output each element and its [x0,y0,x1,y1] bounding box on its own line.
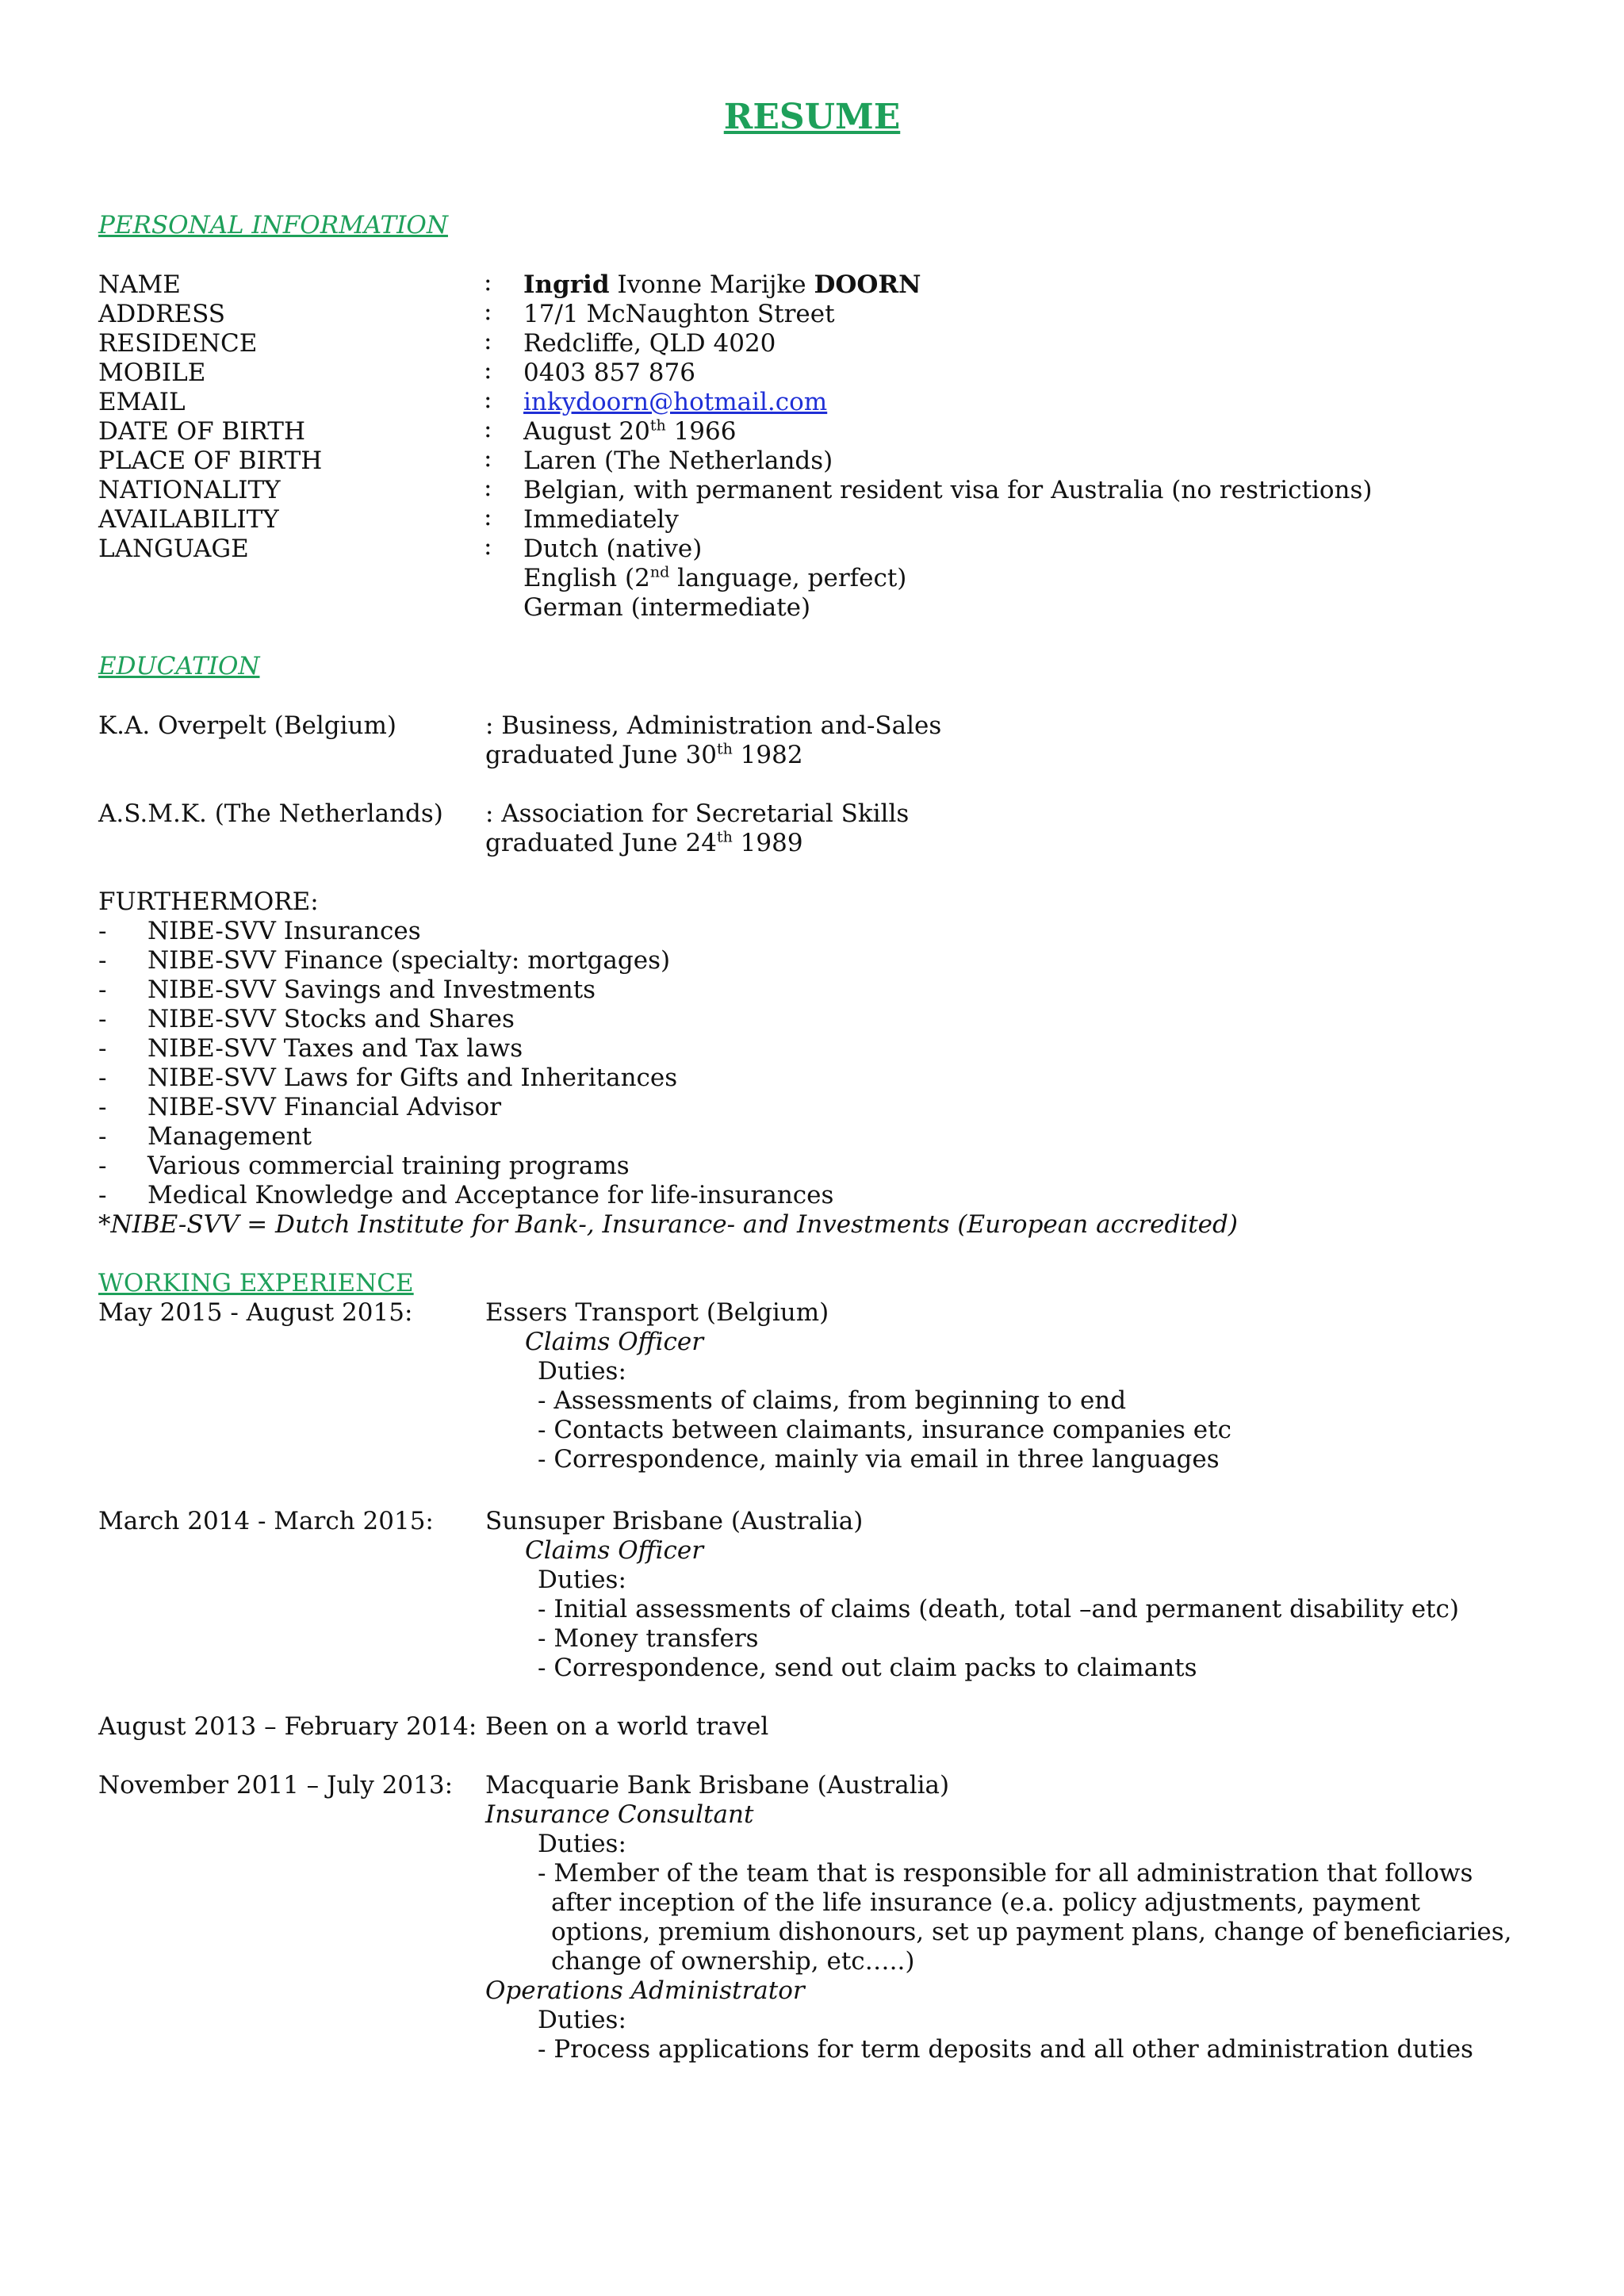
education-heading: EDUCATION [98,652,260,680]
duty-item-continued: options, premium dishonours, set up payment plans, change of beneficiaries, [551,1918,1512,1946]
value-nationality: Belgian, with permanent resident visa for Australia (no restrictions) [523,476,1373,504]
duty-item: - Correspondence, mainly via email in three languages [538,1445,1220,1474]
label-email: EMAIL [98,388,186,416]
colon: : [484,385,492,414]
edu-subject-2: : Association for Secretarial Skills [485,799,910,828]
course-item: Management [147,1122,312,1151]
lang2-sup: nd [649,563,670,581]
value-pob: Laren (The Netherlands) [523,447,833,475]
duty-item: - Assessments of claims, from beginning to end [538,1386,1127,1415]
course-item: Various commercial training programs [147,1152,630,1180]
bullet-dash: - [98,1034,107,1063]
colon: : [484,503,492,531]
colon: : [484,532,492,561]
bullet-dash: - [98,1064,107,1092]
edu-subject-1: : Business, Administration and-Sales [485,711,942,740]
resume-title: RESUME [723,97,901,137]
course-item: NIBE-SVV Savings and Investments [147,976,596,1004]
value-residence: Redcliffe, QLD 4020 [523,329,776,358]
job-period: November 2011 – July 2013: [98,1771,454,1800]
name-middle: Ivonne Marijke [609,270,814,299]
email-link[interactable]: inkydoorn@hotmail.com [523,388,828,416]
duty-item: - Contacts between claimants, insurance companies etc [538,1416,1231,1444]
grad1-pre: graduated June 30 [485,741,717,769]
personal-info-heading: PERSONAL INFORMATION [98,211,448,240]
dob-pre: August 20 [523,417,650,446]
colon: : [484,356,492,385]
lang2-post: language, perfect) [669,564,907,592]
course-item: NIBE-SVV Financial Advisor [147,1093,502,1121]
duty-item: - Member of the team that is responsible for all administration that follows [538,1859,1473,1888]
value-dob [523,417,736,447]
colon: : [484,473,492,502]
colon: : [484,415,492,443]
course-item: NIBE-SVV Insurances [147,917,421,945]
job-employer: Essers Transport (Belgium) [485,1298,829,1327]
course-item: NIBE-SVV Finance (specialty: mortgages) [147,946,671,975]
dob-post: 1966 [665,417,737,446]
nibe-note: *NIBE-SVV = Dutch Institute for Bank-, Insurance- and Investments (European accredited) [98,1210,1238,1239]
job-employer: Been on a world travel [485,1712,769,1741]
edu-grad-2 [485,829,803,858]
label-address: ADDRESS [98,300,225,328]
bullet-dash: - [98,1181,107,1209]
duty-item: - Process applications for term deposits and all other administration duties [538,2035,1473,2064]
course-item: NIBE-SVV Stocks and Shares [147,1005,515,1033]
name-first: Ingrid [523,270,610,299]
bullet-dash: - [98,1122,107,1151]
grad1-post: 1982 [732,741,803,769]
grad2-pre: graduated June 24 [485,829,717,857]
value-language-2 [523,564,906,593]
bullet-dash: - [98,976,107,1004]
work-heading: WORKING EXPERIENCE [98,1269,414,1297]
job-employer: Macquarie Bank Brisbane (Australia) [485,1771,950,1800]
label-residence: RESIDENCE [98,329,258,358]
duty-item-continued: change of ownership, etc…..) [551,1947,915,1976]
job-period: March 2014 - March 2015: [98,1507,434,1535]
name-last: DOORN [814,270,921,299]
value-address: 17/1 McNaughton Street [523,300,835,328]
label-nationality: NATIONALITY [98,476,281,504]
duty-item: - Initial assessments of claims (death, total –and permanent disability etc) [538,1595,1459,1623]
value-availability: Immediately [523,505,679,534]
colon: : [484,297,492,326]
bullet-dash: - [98,917,107,945]
job-period: May 2015 - August 2015: [98,1298,413,1327]
colon: : [484,444,492,473]
grad2-sup: th [716,828,733,846]
course-item: NIBE-SVV Taxes and Tax laws [147,1034,523,1063]
value-language-3: German (intermediate) [523,593,811,622]
bullet-dash: - [98,946,107,975]
bullet-dash: - [98,1005,107,1033]
label-pob: PLACE OF BIRTH [98,447,323,475]
dob-sup: th [649,416,666,435]
course-item: NIBE-SVV Laws for Gifts and Inheritances [147,1064,678,1092]
bullet-dash: - [98,1093,107,1121]
duties-label: Duties: [538,1566,626,1594]
label-mobile: MOBILE [98,358,206,387]
furthermore-heading: FURTHERMORE: [98,887,319,916]
label-name: NAME [98,270,181,299]
duties-label: Duties: [538,1357,626,1386]
label-availability: AVAILABILITY [98,505,279,534]
value-name [523,270,921,300]
colon: : [484,268,492,297]
edu-grad-1 [485,741,803,770]
grad1-sup: th [716,740,733,758]
duty-item: - Money transfers [538,1624,759,1653]
lang2-pre: English (2 [523,564,650,592]
job-role-2: Operations Administrator [485,1976,805,2005]
duty-item: - Correspondence, send out claim packs to claimants [538,1654,1197,1682]
edu-school-2: A.S.M.K. (The Netherlands) [98,799,443,828]
grad2-post: 1989 [732,829,803,857]
value-mobile: 0403 857 876 [523,358,695,387]
label-language: LANGUAGE [98,535,249,563]
job-role: Claims Officer [525,1328,704,1356]
bullet-dash: - [98,1152,107,1180]
colon: : [484,327,492,355]
course-item: Medical Knowledge and Acceptance for life-insurances [147,1181,834,1209]
job-role: Insurance Consultant [485,1800,754,1829]
job-employer: Sunsuper Brisbane (Australia) [485,1507,864,1535]
duty-item-continued: after inception of the life insurance (e.a. policy adjustments, payment [551,1888,1421,1917]
job-period: August 2013 – February 2014: [98,1712,477,1741]
duties-label: Duties: [538,2006,626,2034]
duties-label: Duties: [538,1830,626,1858]
label-dob: DATE OF BIRTH [98,417,306,446]
job-role: Claims Officer [525,1536,704,1565]
value-language: Dutch (native) [523,535,703,563]
edu-school-1: K.A. Overpelt (Belgium) [98,711,396,740]
